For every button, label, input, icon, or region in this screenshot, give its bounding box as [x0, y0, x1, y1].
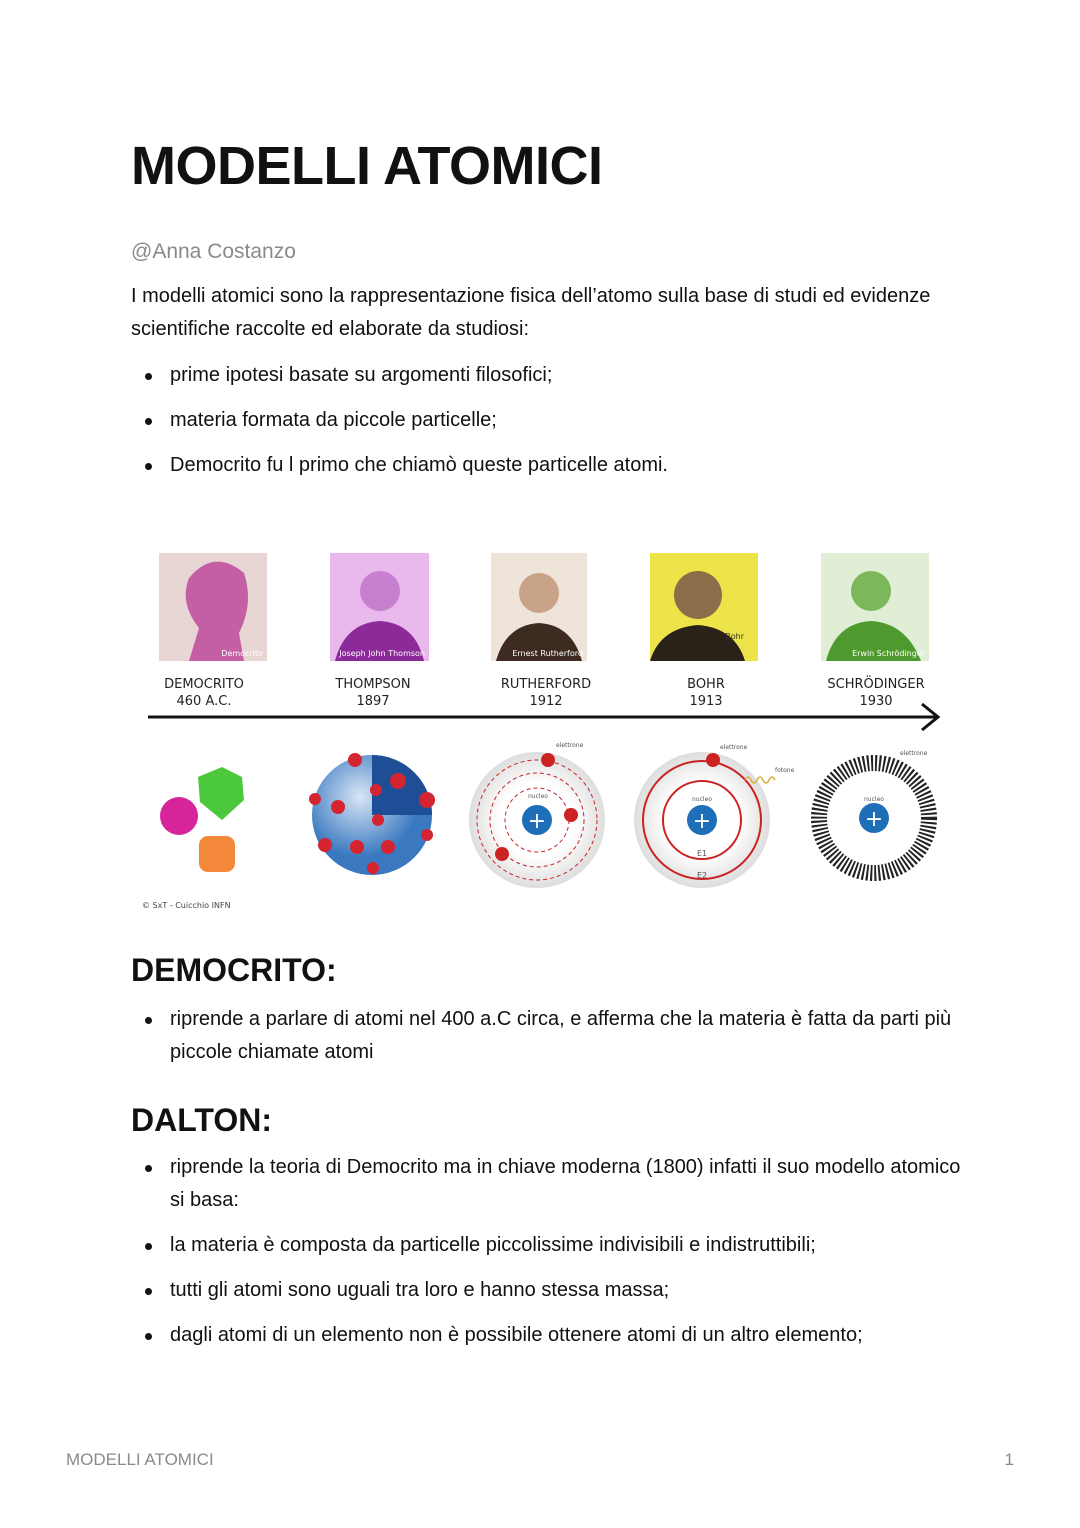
timeline-label: BOHR 1913 [687, 677, 725, 709]
portrait-thomson: Joseph John Thomson [330, 553, 429, 661]
list-item: tutti gli atomi sono uguali tra loro e hanno stessa massa; [131, 1274, 961, 1307]
photon-label: fotone [775, 767, 795, 774]
list-item: prime ipotesi basate su argomenti filosofici; [131, 359, 961, 392]
democrito-list [131, 1003, 961, 1081]
dalton-sphere-icon [160, 797, 198, 835]
portrait-democrito: Democrito [159, 553, 267, 661]
list-item: materia formata da piccole particelle; [131, 404, 961, 437]
electron-label: elettrone [556, 742, 584, 749]
intro-list [131, 359, 961, 494]
nucleus-label: nucleo [528, 793, 548, 800]
timeline-label: DEMOCRITO 460 A.C. [164, 677, 244, 709]
portrait-rutherford: Ernest Rutherford [491, 553, 587, 661]
list-item: riprende la teoria di Democrito ma in chiave moderna (1800) infatti il suo modello atomico si basa: [131, 1151, 961, 1217]
list-item: Democrito fu l primo che chiamò queste particelle atomi. [131, 449, 961, 482]
image-credit: © SxT - Cuicchio INFN [142, 901, 231, 910]
dalton-list [131, 1151, 961, 1364]
section-heading: DEMOCRITO: [131, 952, 337, 988]
portrait-bohr: Bohr [650, 553, 758, 661]
svg-text:+: + [527, 809, 547, 834]
list-item: dagli atomi di un elemento non è possibile ottenere atomi di un altro elemento; [131, 1319, 961, 1352]
timeline-label: RUTHERFORD 1912 [500, 677, 592, 709]
schrodinger-model-icon [819, 763, 929, 873]
rutherford-model-icon [469, 752, 605, 888]
dalton-cube-icon [199, 836, 235, 872]
section-heading: DALTON: [131, 1102, 273, 1138]
author: @Anna Costanzo [131, 240, 296, 263]
svg-text:+: + [864, 807, 884, 832]
nucleus-label: nucleo [864, 796, 884, 803]
list-item: la materia è composta da particelle piccolissime indivisibili e indistruttibili; [131, 1229, 961, 1262]
page-number: 1 [1004, 1450, 1014, 1469]
e1-label: E1 [697, 849, 708, 858]
e2-label: E2 [697, 871, 708, 880]
thomson-model-icon [309, 753, 435, 875]
list-item: riprende a parlare di atomi nel 400 a.C circa, e afferma che la materia è fatta da parti più piccole chiamate atomi [131, 1003, 961, 1069]
portrait-schrodinger: Erwin Schrödinger [821, 553, 929, 661]
footer-title: MODELLI ATOMICI [66, 1450, 214, 1469]
atom-models-diagrams [140, 735, 950, 900]
timeline-arrow [140, 700, 950, 734]
page-title: MODELLI ATOMICI [131, 136, 603, 196]
dalton-hexagon-icon [198, 767, 244, 820]
electron-label: elettrone [720, 744, 748, 751]
bohr-model-icon [634, 752, 775, 888]
intro-paragraph: I modelli atomici sono la rappresentazione fisica dell’atomo sulla base di studi ed evidenze scientifiche raccolte ed elaborate da studiosi: [131, 285, 931, 340]
nucleus-label: nucleo [692, 796, 712, 803]
timeline-label: THOMPSON 1897 [335, 677, 411, 709]
electron-label: elettrone [900, 750, 928, 757]
timeline-label: SCHRÖDINGER 1930 [827, 677, 925, 709]
svg-text:+: + [692, 809, 712, 834]
